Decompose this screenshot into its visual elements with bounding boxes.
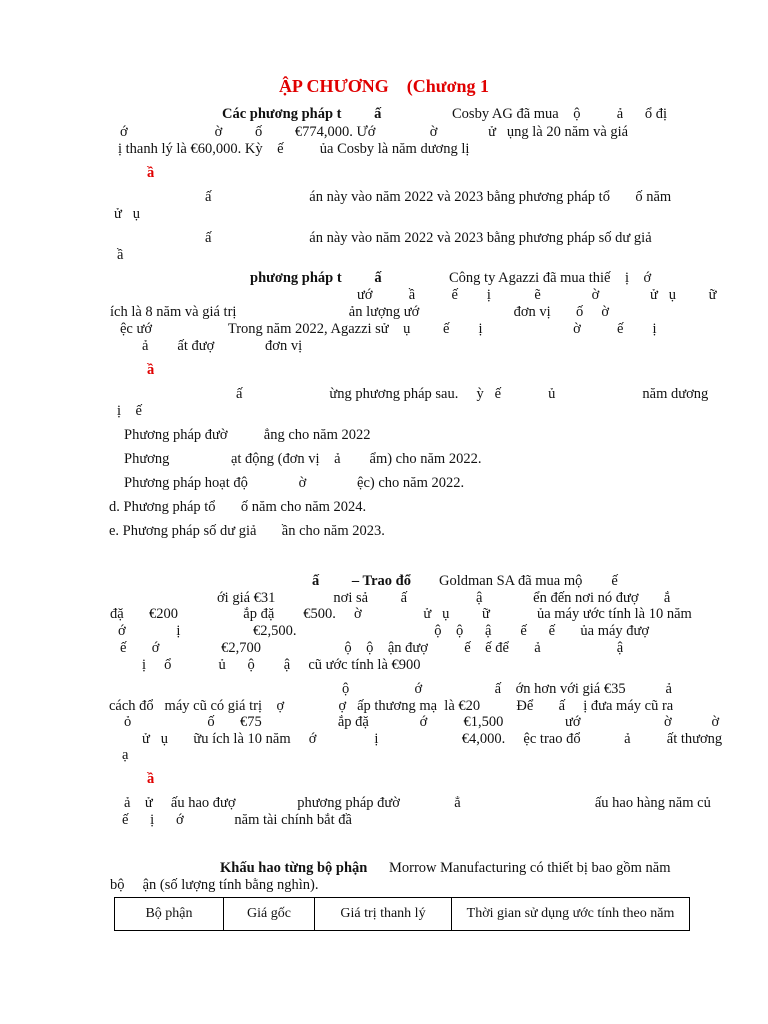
table-header-cell: Bộ phận [115,898,224,931]
section3-heading: ấ – Trao đổ [312,573,411,589]
section2-line3: ích là 8 năm và giá trị ản lượng ướ đơn vị ố ờ [110,304,610,320]
section1-line1: Cosby AG đã mua ộ ả ổ đị [452,106,668,122]
table-header-cell: Thời gian sử dụng ước tính theo năm [452,898,690,931]
section1-part-b-line2: ầ [117,247,124,263]
section3-line10: ử ụ ữu ích là 10 năm ớ ị €4,000. ệc trao đổ ả ất thương [142,731,723,747]
section2-line5: ả ất đượ đơn vị [142,338,303,354]
table-header-cell: Giá trị thanh lý [315,898,452,931]
section1-heading: Các phương pháp t ấ [222,106,382,122]
section2-intro-line2: ị ế [117,403,142,419]
section3-line2: ới giá €31 nơi sả ấ ậ ển đến nơi nó đượ ắ [217,590,671,606]
section3-question-line1: ả ử ấu hao đượ phương pháp đườ ẳ ấu hao hàng năm củ [124,795,711,811]
section2-line1: Công ty Agazzi đã mua thiế ị ớ [449,270,652,286]
section3-line4: ớ ị €2,500. ộ ộ ậ ế ế ủa máy đượ [118,623,650,639]
section1-line2: ớ ờ ố €774,000. Ướ ờ ử ụng là 20 năm và giá [120,124,629,140]
table-header-cell: Giá gốc [224,898,315,931]
section2-line2: ướ ầ ế ị ẽ ờ ử ụ ữ [357,287,717,303]
section2-item-d: d. Phương pháp tổ ố năm cho năm 2024. [109,499,367,515]
section1-part-a-line2: ử ụ [114,206,140,222]
section3-line9: ỏ ố €75 ắp đặ ớ €1,500 ướ ờ ờ [124,714,720,730]
section2-requirement-label: ầ [147,362,155,378]
section4-line2: bộ ận (số lượng tính bằng nghìn). [110,877,319,893]
section2-item-e: e. Phương pháp số dư giả ần cho năm 2023. [109,523,385,539]
section2-item-c: Phương pháp hoạt độ ờ ệc) cho năm 2022. [124,475,465,491]
section2-heading: phương pháp t ấ [250,270,382,286]
section3-line1: Goldman SA đã mua mộ ế [439,573,618,589]
section3-requirement-label: ầ [147,771,155,787]
section2-intro-line1: ấ ừng phương pháp sau. ỳ ế ủ năm dương [236,386,709,402]
section2-item-a: Phương pháp đườ ẳng cho năm 2022 [124,427,371,443]
section1-part-a-line1: ấ án này vào năm 2022 và 2023 bằng phương pháp tổ ố năm [205,189,672,205]
section3-line3: đặ €200 ắp đặ €500. ờ ử ụ ữ ủa máy ước tính là 10 năm [110,606,692,622]
section3-line11: ạ [122,747,129,763]
section3-line7: ộ ớ ấ ớn hơn với giá €35 ả [342,681,672,697]
section3-line5: ế ớ €2,700 ộ ộ ận đượ ế ế để ả ậ [120,640,624,656]
section3-line6: ị ổ ủ ộ ậ cũ ước tính là €900 [142,657,421,673]
section3-line8: cách đổ máy cũ có giá trị ợ ợ ấp thương mạ là €20 Để ấ ị đưa máy cũ ra [109,698,674,714]
components-table [114,897,690,931]
section3-question-line2: ế ị ớ năm tài chính bắt đầ [122,812,352,828]
section2-item-b: Phương ạt động (đơn vị ả ẩm) cho năm 2022. [124,451,482,467]
section1-part-b-line1: ấ án này vào năm 2022 và 2023 bằng phương pháp số dư giả [205,230,652,246]
section2-line4: ệc ướ Trong năm 2022, Agazzi sử ụ ế ị ờ ế ị [120,321,657,337]
table-header-row [115,898,690,931]
section4-line1: Morrow Manufacturing có thiết bị bao gồm năm [389,860,671,876]
section1-line3: ị thanh lý là €60,000. Kỳ ế ủa Cosby là năm dương lị [118,141,470,157]
section1-requirement-label: ầ [147,165,155,181]
chapter-title: ẬP CHƯƠNG (Chương 1 [278,76,490,96]
section4-heading: Khấu hao từng bộ phận [220,860,368,876]
